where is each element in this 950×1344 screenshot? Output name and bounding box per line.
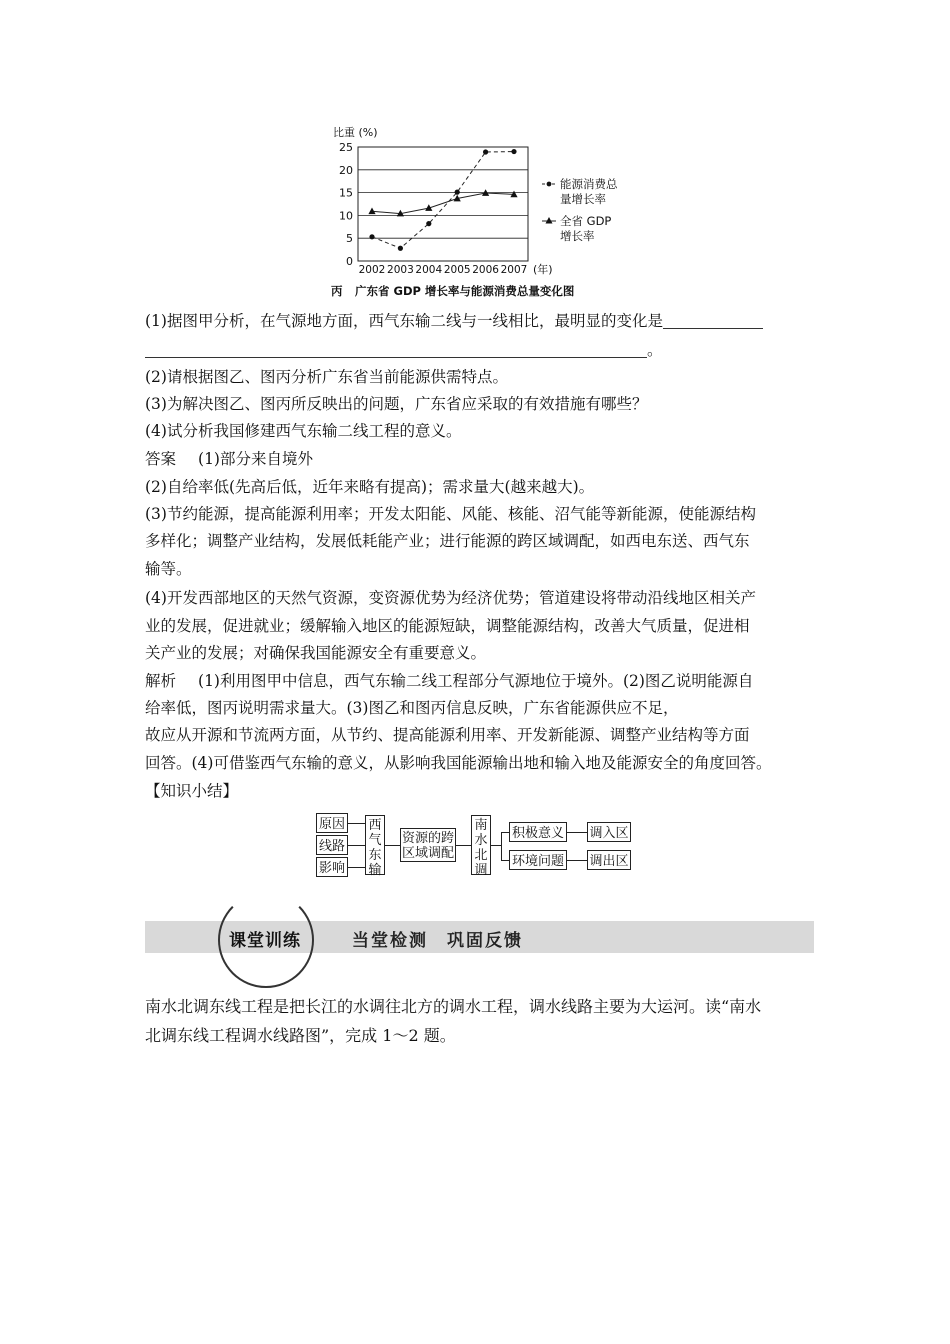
box-positive-significance: 积极意义 <box>509 822 567 842</box>
box-west-east-gas <box>365 815 385 878</box>
answer-label: 答案 <box>145 450 177 468</box>
char: 气 <box>368 833 382 848</box>
question-1-cont <box>145 340 663 360</box>
answer-line-1 <box>145 449 313 469</box>
connector <box>456 845 471 846</box>
box-source-area: 调出区 <box>587 850 631 870</box>
char: 西 <box>368 818 382 833</box>
answer-2: (2)自给率低(先高后低，近年来略有提高)；需求量大(越来越大)。 <box>145 478 595 496</box>
answer-4-line-1: (4)开发西部地区的天然气资源，变资源优势为经济优势；管道建设将带动沿线地区相关产 <box>145 589 756 607</box>
x-tick-label: 2006 <box>472 264 499 276</box>
question-3: (3)为解决图乙、图丙所反映出的问题，广东省应采取的有效措施有哪些？ <box>145 395 648 413</box>
center-line-2: 区域调配 <box>401 846 454 861</box>
data-point <box>483 149 488 154</box>
chart-grid <box>358 147 528 261</box>
data-point <box>426 221 431 226</box>
answer-1: (1)部分来自境外 <box>198 450 313 468</box>
legend-label: 全省 GDP <box>560 214 612 228</box>
x-tick-label: 2005 <box>443 264 471 276</box>
connector <box>385 845 400 846</box>
char: 东 <box>368 848 382 863</box>
connector <box>348 867 365 868</box>
answer-4-line-2: 业的发展，促进就业；缓解输入地区的能源短缺，调整能源结构，改善大气质量，促进相 <box>145 617 750 635</box>
connector <box>491 845 501 846</box>
chart-caption: 广东省 GDP 增长率与能源消费总量变化图 <box>355 284 575 298</box>
char: 水 <box>474 833 488 848</box>
data-point <box>511 149 516 154</box>
center-line-1: 资源的跨 <box>401 831 454 846</box>
question-1-end: 。 <box>647 341 663 359</box>
answer-blank-2[interactable] <box>145 341 647 358</box>
question-4: (4)试分析我国修建西气东输二线工程的意义。 <box>145 422 462 440</box>
data-point <box>369 234 374 239</box>
x-tick-label: 2002 <box>358 264 386 276</box>
analysis-line-4: 回答。(4)可借鉴西气东输的意义，从影响我国能源输出地和输入地及能源安全的角度回答。 <box>145 754 772 772</box>
analysis-line-2: 给率低，图丙说明需求量大。(3)图乙和图丙信息反映，广东省能源供应不足， <box>145 699 679 717</box>
x-tick-label: 2003 <box>387 264 414 276</box>
intro-line-1: 南水北调东线工程是把长江的水调往北方的调水工程，调水线路主要为大运河。读“南水 <box>145 997 762 1016</box>
line-chart <box>325 122 655 300</box>
connector <box>348 845 365 846</box>
series-line <box>372 193 514 214</box>
legend-label: 量增长率 <box>560 192 606 206</box>
y-tick-label: 25 <box>339 141 353 154</box>
question-2: (2)请根据图乙、图丙分析广东省当前能源供需特点。 <box>145 368 508 386</box>
answer-3-line-2: 多样化；调整产业结构，发展低耗能产业；进行能源的跨区域调配，如西电东送、西气东 <box>145 532 750 550</box>
intro-line-2: 北调东线工程调水线路图”，完成 1～2 题。 <box>145 1026 456 1045</box>
box-environmental-issues: 环境问题 <box>509 850 567 870</box>
analysis-text-1: (1)利用图甲中信息，西气东输二线工程部分气源地位于境外。(2)图乙说明能源自 <box>198 672 754 690</box>
x-unit-label: (年) <box>533 263 553 276</box>
chart-caption-label: 丙 <box>331 284 343 298</box>
box-reason: 原因 <box>316 813 348 833</box>
box-receiving-area: 调入区 <box>587 822 631 842</box>
chart-series <box>368 149 517 251</box>
answer-3-line-1: (3)节约能源，提高能源利用率；开发太阳能、风能、核能、沼气能等新能源，使能源结构 <box>145 505 756 523</box>
data-point <box>455 190 460 195</box>
connector <box>501 860 509 861</box>
analysis-label: 解析 <box>145 672 177 690</box>
plot-frame <box>358 147 528 261</box>
box-route: 线路 <box>316 835 348 855</box>
answer-4-line-3: 关产业的发展；对确保我国能源安全有重要意义。 <box>145 644 487 662</box>
question-1 <box>145 311 763 331</box>
char: 北 <box>474 848 488 863</box>
question-1-text: (1)据图甲分析，在气源地方面，西气东输二线与一线相比，最明显的变化是 <box>145 312 663 330</box>
y-axis-label: 比重 (%) <box>333 126 378 139</box>
y-tick-label: 10 <box>339 209 353 223</box>
analysis-line-1 <box>145 671 753 691</box>
legend-marker <box>546 217 553 224</box>
chart-legend <box>542 177 618 243</box>
legend-label: 增长率 <box>560 229 595 243</box>
y-tick-label: 15 <box>339 186 353 200</box>
series-line <box>372 152 514 249</box>
banner-label: 课堂训练 <box>229 931 301 951</box>
y-tick-label: 20 <box>339 163 353 177</box>
analysis-line-3: 故应从开源和节流两方面，从节约、提高能源利用率、开发新能源、调整产业结构等方面 <box>145 726 750 744</box>
answer-3-line-3: 输等。 <box>145 560 192 578</box>
char: 南 <box>474 818 488 833</box>
data-point <box>398 246 403 251</box>
legend-marker <box>547 182 552 187</box>
box-cross-region <box>400 828 456 862</box>
y-tick-label: 0 <box>346 255 353 268</box>
char: 输 <box>368 863 382 878</box>
legend-label: 能源消费总 <box>560 177 618 191</box>
y-tick-label: 5 <box>346 232 353 246</box>
data-point <box>368 207 375 214</box>
connector <box>567 860 587 861</box>
connector <box>567 832 587 833</box>
x-tick-label: 2004 <box>415 264 443 276</box>
answer-blank[interactable] <box>663 312 763 329</box>
connector <box>501 832 502 860</box>
connector <box>348 823 365 824</box>
box-south-north-water <box>471 815 491 878</box>
chart-ticks <box>339 141 527 276</box>
box-impact: 影响 <box>316 857 348 877</box>
connector <box>501 832 509 833</box>
x-tick-label: 2007 <box>500 264 528 276</box>
char: 调 <box>474 863 488 878</box>
summary-title: 【知识小结】 <box>145 782 239 800</box>
banner-subtitle: 当堂检测 巩固反馈 <box>352 931 523 951</box>
